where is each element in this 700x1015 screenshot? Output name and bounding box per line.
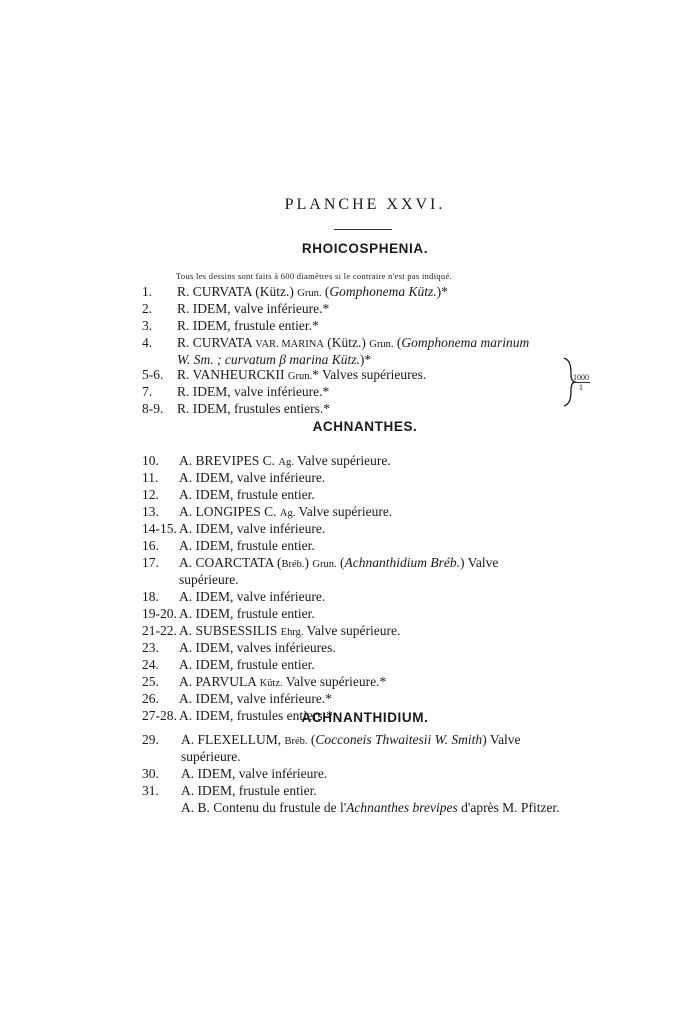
section-title-rhoicosphenia: RHOICOSPHENIA. [301,241,429,256]
item-text: A. IDEM, valve inférieure.* [179,691,332,706]
item-text: A. IDEM, frustule entier. [179,606,315,621]
item-number: 1. [142,284,153,299]
item-number: 4. [142,335,153,350]
item-text: A. IDEM, valve inférieure. [179,521,326,536]
species-name: Achnanthes brevipes [346,800,458,815]
item-text: A. IDEM, frustule entier. [181,783,317,798]
item-text: R. IDEM, valve inférieure.* [177,301,330,316]
section-title-achnanthidium: ACHNANTHIDIUM. [301,710,429,725]
item-number: 10. [142,453,159,468]
item-number: 2. [142,301,153,316]
item-text: A. IDEM, valve inférieure. [179,589,326,604]
item-text: A. IDEM, frustule entier. [179,538,315,553]
taxon-name: A. SUBSESSILIS [179,623,281,638]
item-text-continued: supérieure. [181,749,241,764]
magnification-numerator: 1000 [573,373,589,382]
synonym: Cocconeis Thwaitesii W. Smith [315,732,483,747]
magnification-denominator: 1 [579,383,583,392]
document-page: PLANCHE XXVI. RHOICOSPHENIA. Tous les dessins sont faits à 600 diamètres si le contraire n'est pas indiqué. 1. R. CURVATA (Kütz.) Grun. (Gomphonema Kütz.)* 2. R. IDEM, valve inférieure.* 3. R. IDEM, frustule entier.* 4. R. CURVATA VAR. MARINA (Kütz.) Grun. (Gomphonema marinum W. Sm. ; curvatum β marina Kütz.)* 5-6. R. VANHEURCKII Grun.* Valves supérieures. 7. R. IDEM, valve inférieure.* 8-9. R. IDEM, frustules entiers.* $\frac{1000}{1}$ ACHNANTHES. 10. A. BREVIPES C. Ag. Valve supérieure. 11. A. IDEM, valve inférieure. 12. A. IDEM, frustule entier. 13. A. LONGIPES C. Ag. Valve supérieure. 14-15. A. IDEM, valve inférieure. 16. A. IDEM, frustule entier. 17. A. COARCTATA (Bréb.) Grun. (Achnanthidium Bréb.) Valve supérieure. 18. A. IDEM, valve inférieure. 19-20. A. IDEM, frustule entier. 21-22. A. SUBSESSILIS Ehrg. Valve supérieure. 23. A. IDEM, valves inférieures. 24. A. IDEM, frustule entier. 25. A. PARVULA Kütz. Valve supérieure.* 26. A. IDEM, valve inférieure.* 27-28. A. IDEM, frustules entiers.* ACHNANTHIDIUM. 29. A. FLEXELLUM, Bréb. (Cocconeis Thwaitesii W. Smith) Valve supérieure. 30. A. IDEM, valve inférieure. 31. A. IDEM, frustule entier. A. B. Contenu du frustule de l'Achnanthes brevipes d'après M. Pfitzer. [0,0,700,1015]
item-number: 17. [142,555,159,570]
item-text: A. IDEM, frustule entier. [179,657,315,672]
item-text: A. IDEM, valve inférieure. [179,470,326,485]
item-number: 21-22. [142,623,177,638]
author-abbrev: Ag. [279,508,296,519]
item-number: 14-15. [142,521,177,536]
author-abbrev: Kütz. [259,678,283,689]
taxon-name: R. VANHEURCKII [177,367,288,382]
author-abbrev: Bréb. [281,559,305,570]
list-item: 4. R. CURVATA VAR. MARINA (Kütz.) Grun. (Gomphonema marinum W. Sm. ; curvatum β marina Kütz.)* [142,335,530,367]
author-abbrev: Grun. [312,559,337,570]
synonym: Gomphonema marinum [401,335,530,350]
item-number: 8-9. [142,401,164,416]
plate-title: PLANCHE XXVI. [284,196,446,213]
list-item: 17. A. COARCTATA (Bréb.) Grun. (Achnanthidium Bréb.) Valve supérieure. [142,555,499,587]
item-number: 26. [142,691,159,706]
item-text: R. IDEM, valve inférieure.* [177,384,330,399]
synonym-continued: W. Sm. ; curvatum β marina Kütz. [177,352,360,367]
taxon-name: R. CURVATA (Kütz.) [177,284,298,299]
magnification-fraction [572,373,590,392]
item-text: A. B. Contenu du frustule de l' [181,800,347,815]
taxon-name: A. FLEXELLUM, [181,732,285,747]
item-number: 29. [142,732,159,747]
item-text: A. IDEM, valves inférieures. [179,640,336,655]
item-number: 30. [142,766,159,781]
item-text: R. IDEM, frustules entiers.* [177,401,330,416]
item-number: 12. [142,487,159,502]
taxon-name: A. COARCTATA ( [179,555,282,570]
item-number: 27-28. [142,708,177,723]
author-abbrev: Bréb. [284,736,308,747]
item-number: 23. [142,640,159,655]
item-text: R. IDEM, frustule entier.* [177,318,319,333]
item-number: 31. [142,783,159,798]
author-abbrev: Ag. [278,457,294,468]
taxon-name: A. BREVIPES C. [179,453,279,468]
author-abbrev: Grun. [369,339,394,350]
item-number: 13. [142,504,159,519]
item-number: 19-20. [142,606,177,621]
variety-label: VAR. MARINA [255,339,324,350]
item-number: 24. [142,657,159,672]
author-abbrev: Grun. [287,371,313,382]
item-text: A. IDEM, valve inférieure. [181,766,328,781]
taxon-name: A. LONGIPES C. [179,504,280,519]
synonym: Achnanthidium Bréb. [344,555,460,570]
item-text: A. IDEM, frustules entiers.* [179,708,333,723]
item-number: 5-6. [142,367,164,382]
item-number: 18. [142,589,159,604]
item-number: 16. [142,538,159,553]
item-number: 3. [142,318,153,333]
item-number: 7. [142,384,153,399]
item-text: A. IDEM, frustule entier. [179,487,315,502]
item-number: 11. [142,470,159,485]
list-item: 29. A. FLEXELLUM, Bréb. (Cocconeis Thwaitesii W. Smith) Valve supérieure. [142,732,521,764]
item-number: 25. [142,674,159,689]
title-divider [334,229,392,230]
author-abbrev: Grun. [297,288,322,299]
item-text-continued: supérieure. [179,572,239,587]
taxon-name: R. CURVATA [177,335,256,350]
synonym: Gomphonema Kütz. [329,284,437,299]
section-title-achnanthes: ACHNANTHES. [312,419,418,434]
author-abbrev: Ehrg. [280,627,304,638]
taxon-name: A. PARVULA [179,674,260,689]
magnification-note: Tous les dessins sont faits à 600 diamètres si le contraire n'est pas indiqué. [176,271,452,281]
